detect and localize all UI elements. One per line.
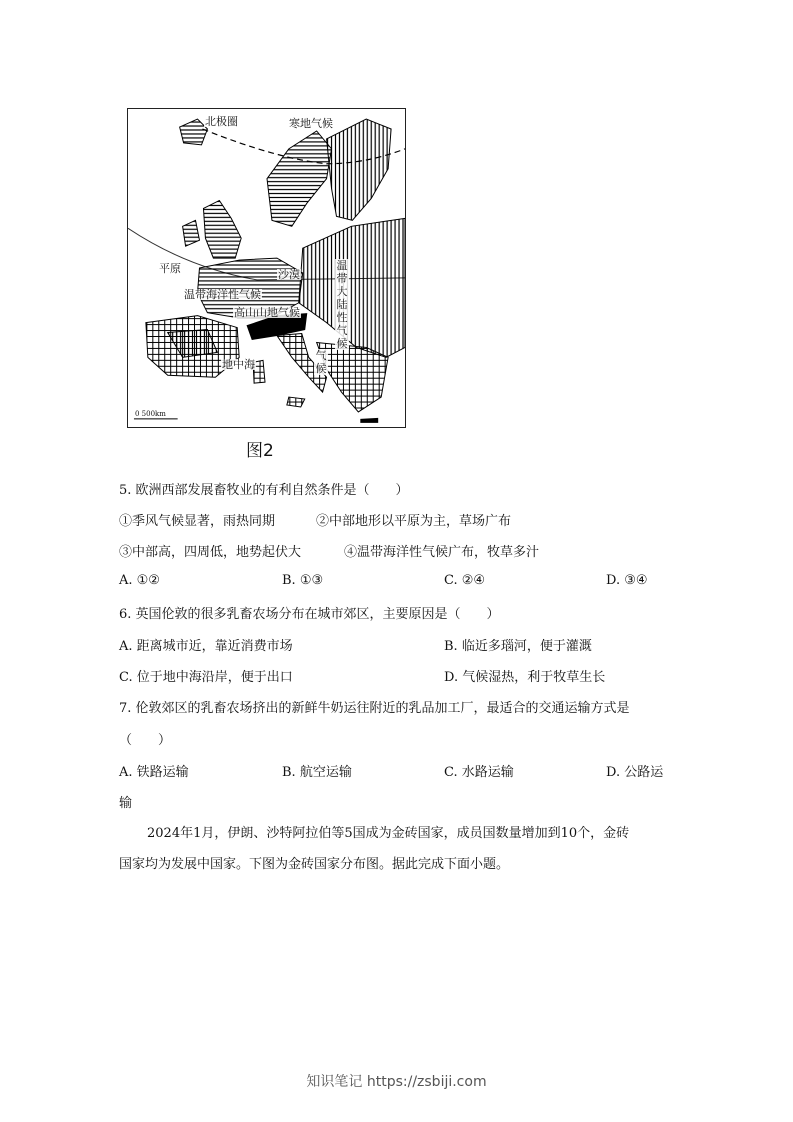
label-alpine: 高山山地气候: [234, 306, 300, 319]
q7-option-d: D. 公路运: [606, 765, 664, 780]
footer-watermark: 知识笔记 https://zsbiji.com: [306, 1074, 487, 1090]
q7-stem-cont: （ ）: [119, 733, 172, 748]
q7-option-a: A. 铁路运输: [119, 765, 189, 780]
figure-caption: 图2: [246, 441, 274, 461]
q7-option-d-wrap: 输: [119, 796, 133, 811]
q6-option-c: C. 位于地中海沿岸，便于出口: [119, 670, 293, 685]
label-tundra: 寒地气候: [289, 117, 333, 130]
label-plain: 平原: [159, 262, 181, 275]
q6-option-a: A. 距离城市近，靠近消费市场: [119, 639, 293, 654]
q7-option-b: B. 航空运输: [282, 765, 352, 780]
q5-statement-3: ③中部高，四周低，地势起伏大: [119, 545, 302, 560]
label-arctic-circle: 北极圈: [205, 115, 238, 128]
q5-option-a: A. ①②: [119, 573, 160, 588]
map-scale: 0 500km: [135, 410, 166, 418]
q6-option-d: D. 气候湿热，利于牧草生长: [444, 670, 606, 685]
q7-stem: 7. 伦敦郊区的乳畜农场挤出的新鲜牛奶运往附近的乳品加工厂，最适合的交通运输方式是: [119, 701, 630, 716]
q5-statement-4: ④温带海洋性气候广布，牧草多汁: [344, 545, 540, 560]
q5-option-c: C. ②④: [444, 573, 486, 588]
q5-stem: 5. 欧洲西部发展畜牧业的有利自然条件是（ ）: [119, 483, 409, 498]
label-mediterranean-tail: 气候: [315, 349, 327, 375]
label-temperate-continental: 温带大陆性气候: [336, 259, 348, 350]
passage-line-1: 2024年1月，伊朗、沙特阿拉伯等5国成为金砖国家，成员国数量增加到10个，金砖: [147, 826, 630, 841]
q7-option-c: C. 水路运输: [444, 765, 514, 780]
q5-statement-1: ①季风气候显著，雨热同期: [119, 514, 276, 529]
europe-climate-map: [127, 108, 406, 428]
q6-option-b: B. 临近多瑙河，便于灌溉: [444, 639, 592, 654]
q5-option-b: B. ①③: [282, 573, 324, 588]
label-mediterranean: 地中海: [222, 358, 255, 371]
q5-statement-2: ②中部地形以平原为主，草场广布: [316, 514, 512, 529]
q6-stem: 6. 英国伦敦的很多乳畜农场分布在城市郊区，主要原因是（ ）: [119, 607, 500, 622]
label-desert: 沙漠: [278, 268, 300, 281]
passage-line-2: 国家均为发展中国家。下图为金砖国家分布图。据此完成下面小题。: [119, 857, 510, 872]
label-temperate-maritime: 温带海洋性气候: [184, 288, 261, 301]
q5-option-d: D. ③④: [606, 573, 648, 588]
